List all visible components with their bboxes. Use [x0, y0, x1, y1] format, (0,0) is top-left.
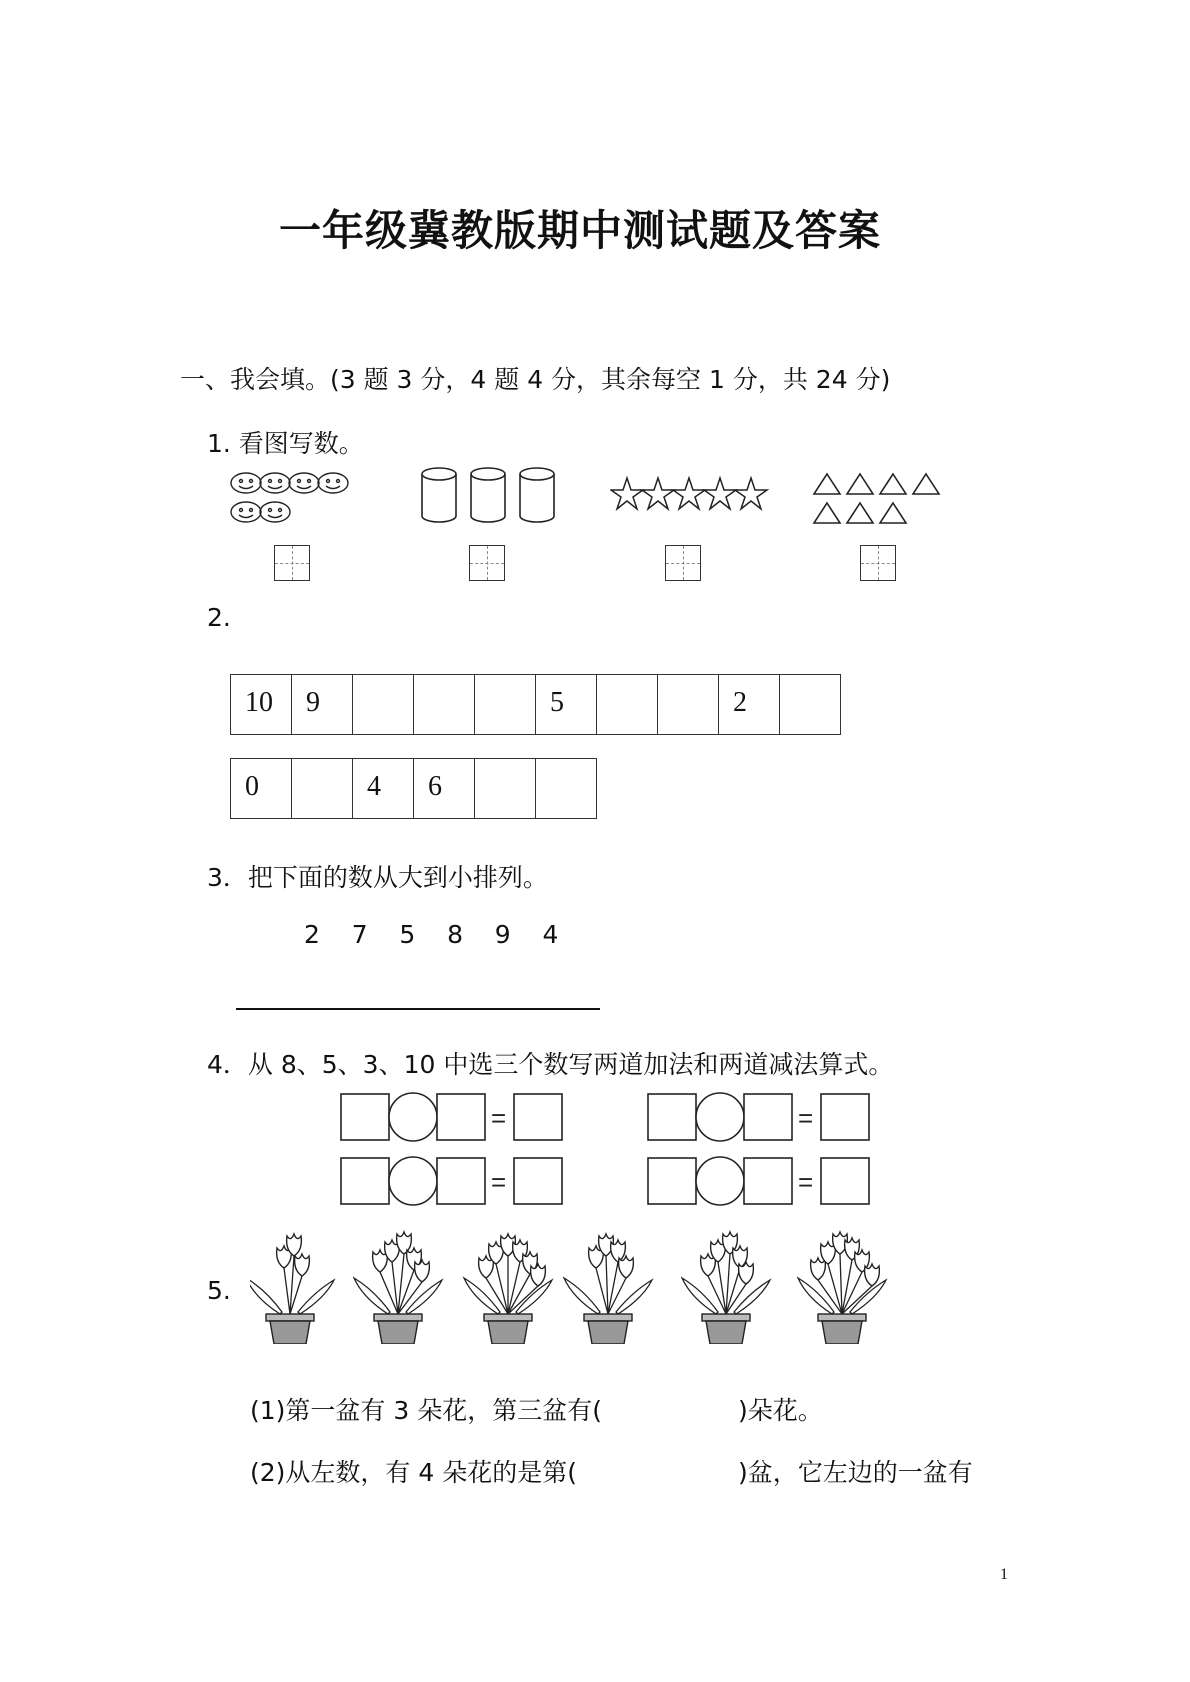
- question-5-label: 5.: [207, 1276, 231, 1305]
- question-5-2-text-end: )盆，它左边的一盆有: [738, 1458, 973, 1487]
- cylinders-image: [420, 466, 560, 526]
- question-2-label: 2.: [207, 603, 231, 632]
- number-cell: 6: [413, 758, 475, 819]
- answer-blank-5-2[interactable]: [620, 1453, 738, 1483]
- question-5-1-text-end: )朵花。: [738, 1396, 823, 1425]
- page-title: 一年级冀教版期中测试题及答案: [278, 206, 881, 255]
- number-cell: 9: [291, 674, 353, 735]
- equals-sign: =: [491, 1167, 507, 1197]
- blank-cell[interactable]: [474, 758, 536, 819]
- equals-sign: =: [798, 1167, 814, 1197]
- numbers-to-sort: 2 7 5 8 9 4: [304, 920, 559, 949]
- flower-pots-image: [250, 1228, 940, 1344]
- smiley-faces-image: [230, 468, 360, 532]
- blank-cell[interactable]: [291, 758, 353, 819]
- blank-cell[interactable]: [535, 758, 597, 819]
- answer-blank-5-1[interactable]: [628, 1391, 738, 1421]
- answer-box-triangles[interactable]: [860, 545, 896, 581]
- equals-sign: =: [798, 1103, 814, 1133]
- number-cell: 5: [535, 674, 597, 735]
- blank-cell[interactable]: [413, 674, 475, 735]
- answer-box-smileys[interactable]: [274, 545, 310, 581]
- triangles-image: [812, 470, 942, 526]
- number-row-2: [230, 758, 597, 819]
- blank-cell[interactable]: [352, 674, 414, 735]
- answer-line[interactable]: [236, 1008, 600, 1010]
- blank-cell[interactable]: [596, 674, 658, 735]
- blank-cell[interactable]: [474, 674, 536, 735]
- question-5-1-text: (1)第一盆有 3 朵花，第三盆有(: [250, 1396, 602, 1425]
- answer-box-cylinders[interactable]: [469, 545, 505, 581]
- stars-image: [610, 474, 770, 514]
- number-row-1: [230, 674, 841, 735]
- question-1-label: 1. 看图写数。: [207, 429, 364, 458]
- question-5-2-text: (2)从左数，有 4 朵花的是第(: [250, 1458, 577, 1487]
- question-4-label: 4．从 8、5、3、10 中选三个数写两道加法和两道减法算式。: [207, 1050, 894, 1079]
- equals-sign: =: [491, 1103, 507, 1133]
- answer-box-stars[interactable]: [665, 545, 701, 581]
- equation-grid: [340, 1092, 880, 1208]
- number-cell: 2: [718, 674, 780, 735]
- blank-cell[interactable]: [657, 674, 719, 735]
- number-cell: 10: [230, 674, 292, 735]
- page-number: 1: [1000, 1566, 1008, 1583]
- number-cell: 4: [352, 758, 414, 819]
- number-cell: 0: [230, 758, 292, 819]
- question-3-label: 3．把下面的数从大到小排列。: [207, 863, 548, 892]
- blank-cell[interactable]: [779, 674, 841, 735]
- section-1-heading: 一、我会填。(3 题 3 分，4 题 4 分，其余每空 1 分，共 24 分): [180, 365, 891, 394]
